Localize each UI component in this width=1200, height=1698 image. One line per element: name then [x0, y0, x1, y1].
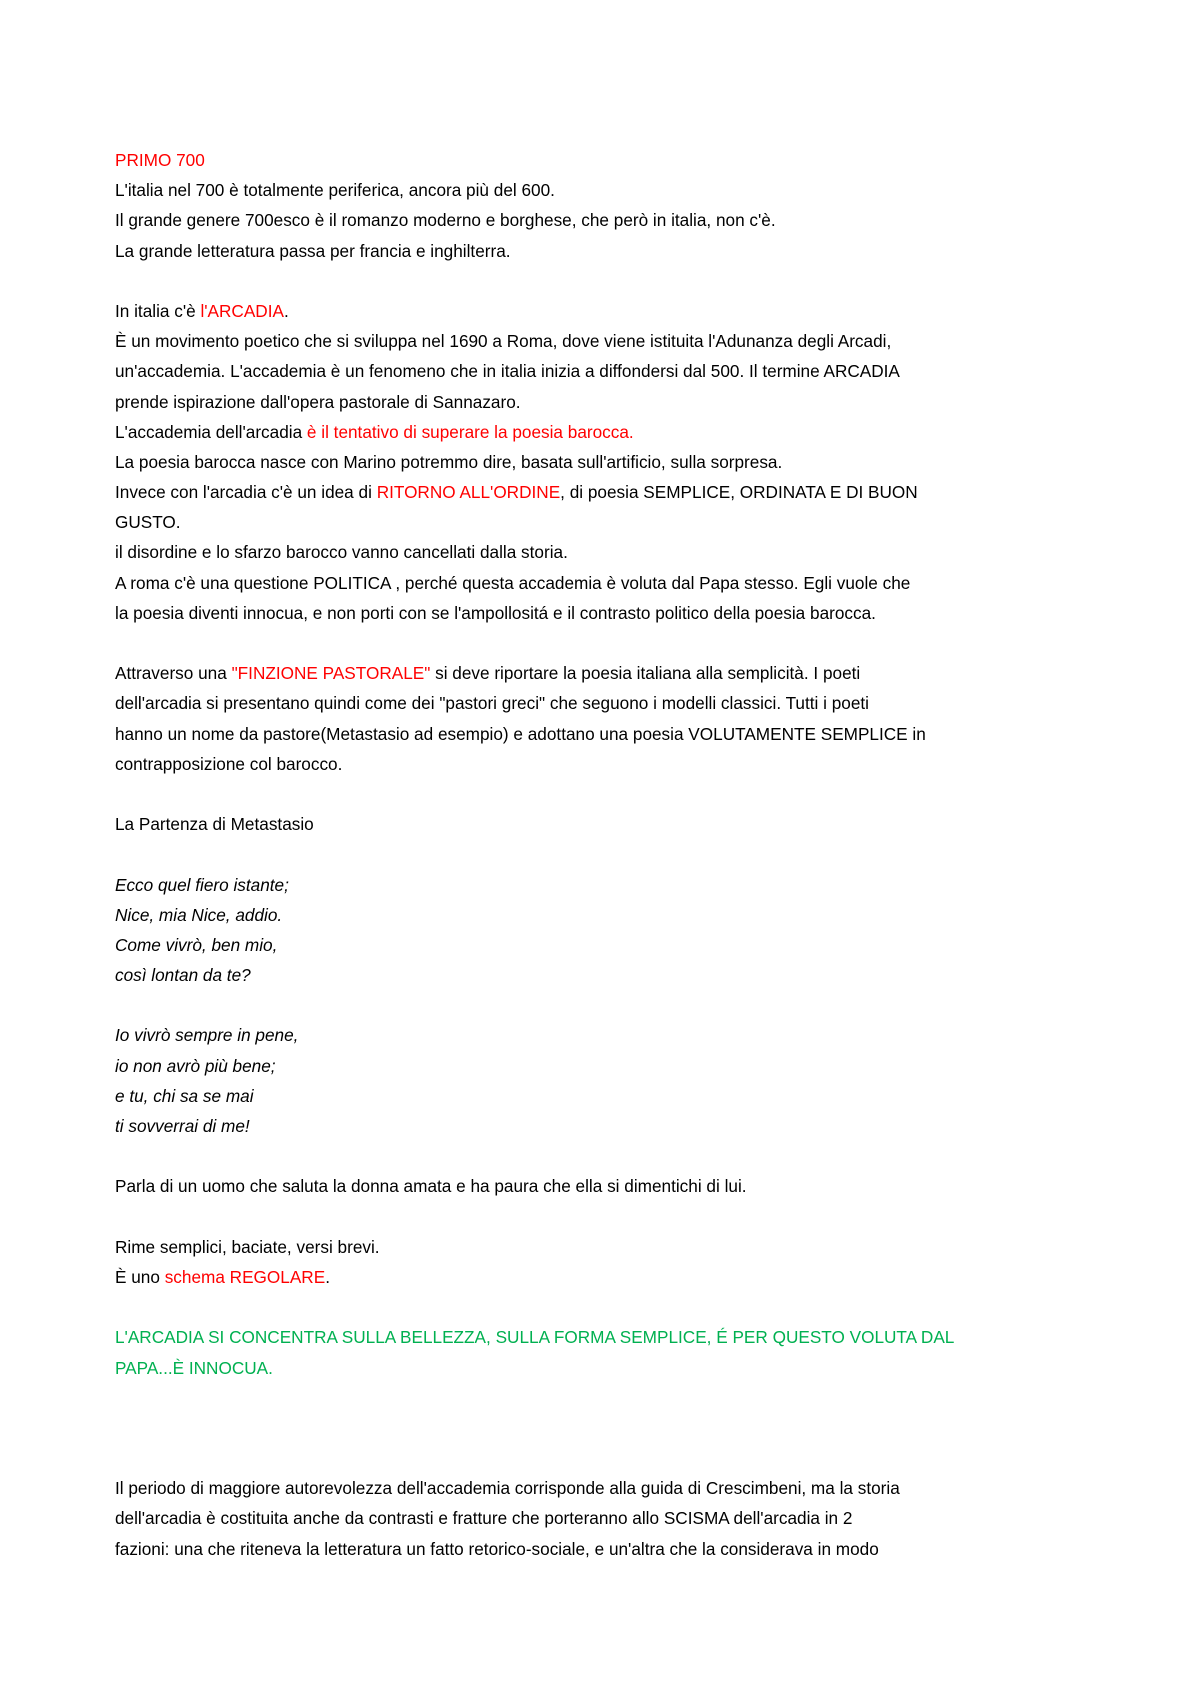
highlight-red: "FINZIONE PASTORALE" [231, 663, 431, 684]
text-line: Il periodo di maggiore autorevolezza dell'accademia corrisponde alla guida di Crescimbeni, ma la storia [115, 1478, 900, 1499]
text-line: fazioni: una che riteneva la letteratura un fatto retorico-sociale, e un'altra che la considerava in modo [115, 1538, 879, 1559]
text-span: Invece con l'arcadia c'è un idea di [115, 482, 377, 503]
poem-verse: Ecco quel fiero istante; [115, 874, 289, 895]
poem-verse: ti sovverrai di me! [115, 1116, 250, 1136]
text-span: . [283, 300, 289, 321]
schema-line [115, 1262, 1105, 1292]
arcadia-line [115, 296, 1105, 326]
text-line: Parla di un uomo che saluta la donna amata e ha paura che ella si dimentichi di lui. [115, 1176, 747, 1197]
tentativo-line [115, 417, 1105, 447]
poem-verse: e tu, chi sa se mai [115, 1085, 254, 1106]
ritorno-line [115, 477, 1105, 507]
text-line: Rime semplici, baciate, versi brevi. [115, 1236, 380, 1257]
text-line: Il grande genere 700esco è il romanzo moderno e borghese, che però in italia, non c'è. [115, 210, 776, 231]
poem-verse: Nice, mia Nice, addio. [115, 904, 283, 925]
text-line: la poesia diventi innocua, e non porti con se l'ampollositá e il contrasto politico della poesia barocca. [115, 602, 876, 623]
text-span: si deve riportare la poesia italiana alla semplicità. I poeti [430, 663, 861, 684]
text-line: un'accademia. L'accademia è un fenomeno che in italia inizia a diffondersi dal 500. Il termine ARCADIA [115, 361, 900, 382]
text-span: È uno [115, 1266, 165, 1287]
text-span: L'accademia dell'arcadia [115, 421, 307, 442]
finzione-line [115, 658, 1105, 688]
text-span: Attraverso una [115, 663, 232, 684]
poem-verse: Come vivrò, ben mio, [115, 934, 278, 955]
text-line: È un movimento poetico che si sviluppa nel 1690 a Roma, dove viene istituita l'Adunanza degli Arcadi, [115, 331, 892, 352]
highlight-red: l'ARCADIA [200, 300, 284, 321]
text-line: contrapposizione col barocco. [115, 753, 343, 774]
text-line: L'italia nel 700 è totalmente periferica, ancora più del 600. [115, 180, 555, 201]
highlight-red: è il tentativo di superare la poesia barocca. [306, 421, 634, 442]
text-line: il disordine e lo sfarzo barocco vanno cancellati dalla storia. [115, 542, 568, 563]
text-line: GUSTO. [115, 512, 181, 533]
text-line: A roma c'è una questione POLITICA , perché questa accademia è voluta dal Papa stesso. Egli vuole che [115, 572, 911, 593]
text-line: La grande letteratura passa per francia e inghilterra. [115, 240, 511, 261]
poem-title: La Partenza di Metastasio [115, 814, 314, 835]
text-span: In italia c'è [115, 300, 201, 321]
poem-verse: Io vivrò sempre in pene, [115, 1025, 299, 1046]
text-line: La poesia barocca nasce con Marino potremmo dire, basata sull'artificio, sulla sorpresa. [115, 451, 783, 472]
green-note-line: PAPA...È INNOCUA. [115, 1357, 273, 1378]
document-body [115, 145, 1105, 1564]
poem-verse: io non avrò più bene; [115, 1055, 276, 1076]
text-line: dell'arcadia si presentano quindi come dei "pastori greci" che seguono i modelli classici. Tutti i poeti [115, 693, 869, 714]
highlight-red: RITORNO ALL'ORDINE [376, 482, 561, 503]
highlight-red: schema REGOLARE [164, 1266, 326, 1287]
text-line: hanno un nome da pastore(Metastasio ad esempio) e adottano una poesia VOLUTAMENTE SEMPLICE in [115, 723, 926, 744]
text-span: . [325, 1266, 330, 1287]
section-title: PRIMO 700 [115, 150, 205, 170]
text-span: , di poesia SEMPLICE, ORDINATA E DI BUON [560, 482, 918, 503]
text-line: prende ispirazione dall'opera pastorale di Sannazaro. [115, 391, 521, 412]
text-line: dell'arcadia è costituita anche da contrasti e fratture che porteranno allo SCISMA dell'arcadia in 2 [115, 1508, 853, 1529]
poem-verse: così lontan da te? [115, 965, 251, 986]
green-note-line: L'ARCADIA SI CONCENTRA SULLA BELLEZZA, SULLA FORMA SEMPLICE, É PER QUESTO VOLUTA DAL [115, 1327, 955, 1348]
